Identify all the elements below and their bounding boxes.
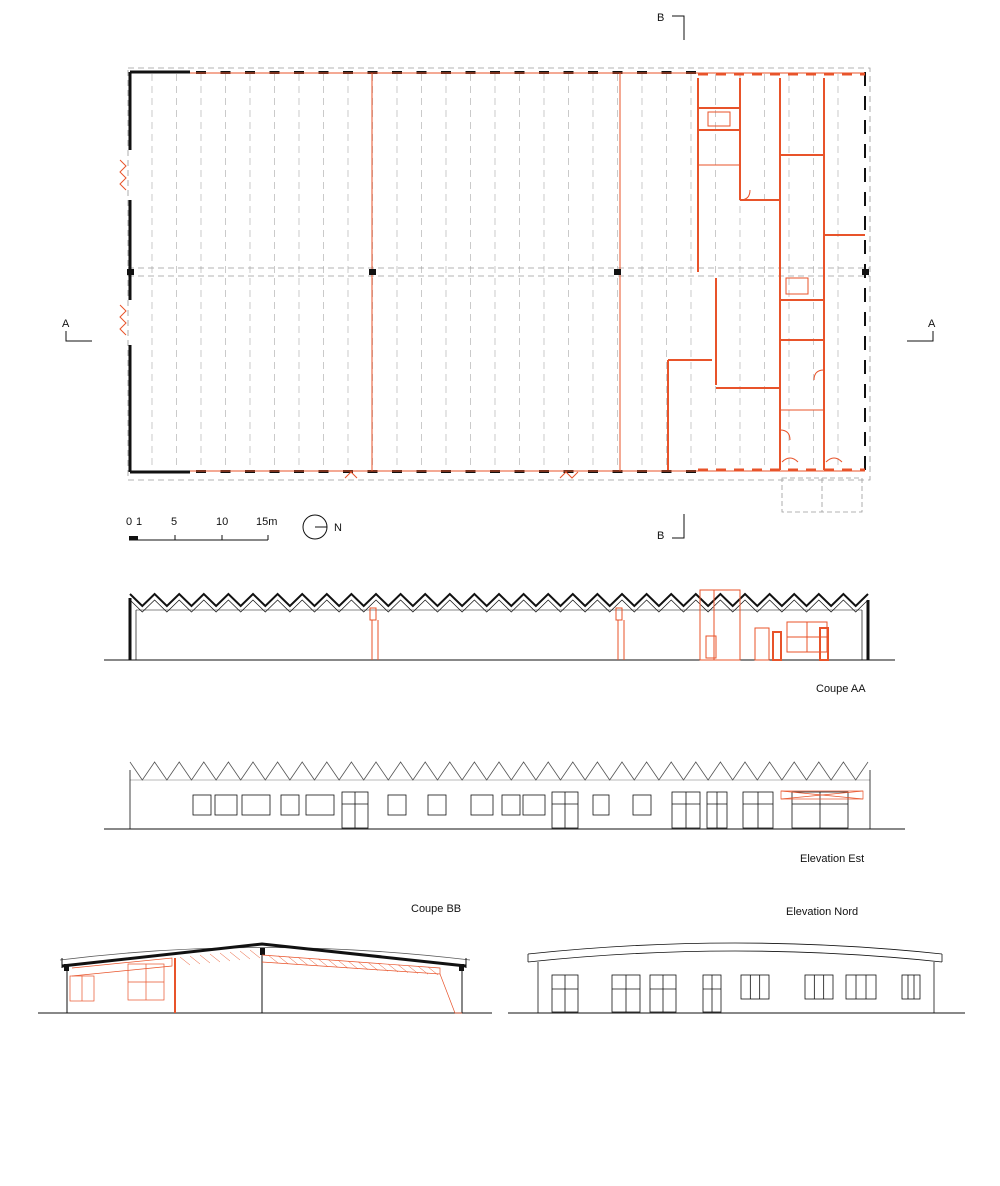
svg-text:B: B [657, 530, 665, 542]
new-partitions [120, 73, 865, 478]
scale-bar [126, 516, 277, 540]
roof-outline [128, 68, 870, 480]
section-marker-b-bottom [657, 514, 684, 542]
floor-plan [62, 12, 936, 542]
svg-text:A: A [62, 318, 70, 330]
svg-text:N: N [334, 522, 342, 534]
coupe-bb-title: Coupe BB [411, 903, 462, 915]
existing-walls [130, 72, 865, 472]
elevation-nord-title: Elevation Nord [786, 906, 859, 918]
svg-text:0: 0 [126, 516, 133, 528]
svg-text:1: 1 [136, 516, 143, 528]
svg-text:10: 10 [216, 516, 229, 528]
structural-columns [127, 269, 869, 275]
elevation-east-drawing [104, 762, 905, 865]
section-marker-a-right [907, 318, 936, 341]
svg-text:5: 5 [171, 516, 178, 528]
section-marker-a-left [62, 318, 92, 341]
elevation-est-title: Elevation Est [800, 853, 865, 865]
elevation-north-drawing [508, 906, 965, 1013]
svg-text:A: A [928, 318, 936, 330]
svg-text:15m: 15m [256, 516, 278, 528]
coupe-aa-title: Coupe AA [816, 683, 866, 695]
section-aa-drawing [104, 590, 895, 695]
section-bb-drawing [38, 903, 492, 1013]
roof-beam-grid [152, 74, 838, 470]
north-arrow-icon [303, 515, 342, 539]
svg-text:B: B [657, 12, 665, 24]
section-marker-b-top [657, 12, 684, 40]
